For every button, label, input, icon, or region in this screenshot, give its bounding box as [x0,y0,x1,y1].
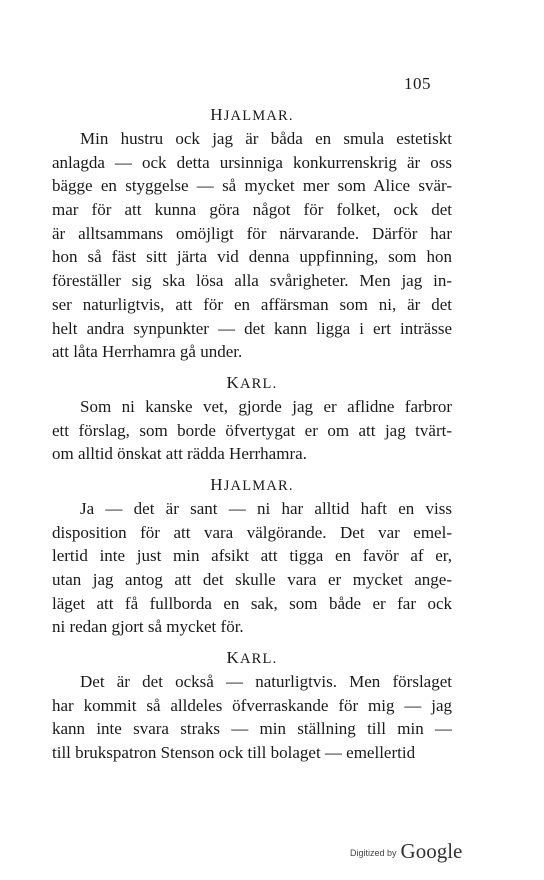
speaker-name [52,645,452,670]
text-line: läget att få fullborda en sak, som både er far ock [52,593,452,613]
text-line: helt andra synpunkter — det kann ligga i ert inträsse [52,318,452,338]
speaker-name [52,102,452,127]
text-line: disposition för att vara välgörande. Det var emel- [52,522,452,542]
dialogue-paragraph [52,670,452,765]
speaker-initial: H [210,105,224,124]
speaker-rest: ARL. [240,375,278,392]
text-line: anlagda — ock detta ursinniga konkurrenskrig är oss [52,152,452,172]
speaker-initial: K [226,372,241,392]
text-block [52,102,452,765]
dialogue-paragraph [52,127,452,364]
text-line: Ja — det är sant — ni har alltid haft en viss [80,498,452,518]
text-line: till brukspatron Stenson ock till bolaget — emellertid [52,743,416,763]
text-line: ett förslag, som borde öfvertygat er om att jag tvärt- [52,420,452,440]
dialogue-paragraph [52,395,452,466]
speaker-name [52,472,452,497]
text-line: Min hustru ock jag är båda en smula estetiskt [80,129,452,148]
text-line: Det är det också — naturligtvis. Men förslaget [80,672,452,692]
speaker-rest: JALMAR. [223,108,294,124]
text-line: om alltid önskat att rädda Herrhamra. [52,444,307,464]
dialogue-paragraph [52,497,452,639]
digitized-by-label: Digitized by [350,848,397,858]
text-line: bägge en styggelse — så mycket mer som Alice svär- [52,176,452,196]
text-line: mar för att kunna göra något för folket, ock det [52,200,452,220]
speaker-rest: JALMAR. [223,477,294,494]
text-line: ser naturligtvis, att för en affärsman som ni, är det [52,294,452,314]
speaker-initial: K [226,648,241,668]
text-line: utan jag antog att det skulle vara er mycket ange- [52,570,452,589]
text-line: är alltsammans omöjligt för närvarande. Därför har [52,223,452,243]
text-line: Som ni kanske vet, gjorde jag er aflidne farbror [80,396,452,416]
text-line: att låta Herrhamra gå under. [52,342,243,362]
text-line: föreställer sig ska lösa alla svårigheter. Men jag in- [52,271,452,291]
speaker-initial: H [210,474,224,494]
digitized-watermark [350,839,462,864]
text-line: hon så fäst sitt järta vid denna uppfinning, som hon [52,247,452,267]
text-line: lertid inte just min afsikt att tigga en favör af er, [52,546,452,566]
page-number: 105 [404,74,431,93]
google-logo: Google [400,839,463,863]
speaker-rest: ARL. [240,651,278,668]
text-line: kann inte svara straks — min ställning till min — [52,719,452,739]
text-line: har kommit så alldeles öfverraskande för mig — jag [52,695,452,715]
text-line: ni redan gjort så mycket för. [52,617,244,637]
speaker-name [52,370,452,395]
